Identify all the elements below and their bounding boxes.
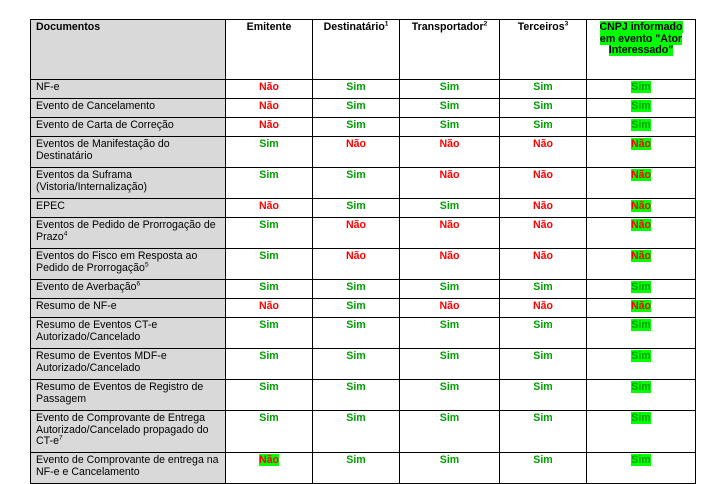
transportador-value: Sim [439, 100, 460, 112]
destinatario-cell [313, 380, 400, 411]
destinatario-value: Sim [346, 300, 366, 312]
cnpj-cell [587, 411, 696, 453]
document-name: Evento de Carta de Correção [36, 119, 174, 131]
table-body [31, 80, 696, 484]
emitente-cell [226, 218, 313, 249]
cnpj-value: Sim [631, 81, 651, 93]
terceiros-value: Sim [533, 454, 553, 466]
cnpj-value: Não [630, 200, 651, 212]
transportador-value: Sim [439, 319, 460, 331]
terceiros-cell [500, 137, 587, 168]
cnpj-value: Não [630, 219, 651, 231]
terceiros-value: Sim [533, 412, 553, 424]
cnpj-cell [587, 299, 696, 318]
table-row [31, 411, 696, 453]
document-name: Resumo de NF-e [36, 300, 117, 312]
terceiros-value: Não [532, 169, 553, 181]
permissions-table [30, 19, 696, 484]
emitente-cell [226, 318, 313, 349]
document-name: EPEC [36, 200, 65, 212]
document-name: Eventos do Fisco em Resposta ao Pedido de Prorrogação [36, 250, 198, 274]
terceiros-value: Não [532, 300, 553, 312]
emitente-value: Não [258, 454, 279, 466]
cnpj-cell [587, 280, 696, 299]
cnpj-cell [587, 199, 696, 218]
header-destinatario: Destinatário$^1$ [313, 20, 400, 80]
transportador-cell [400, 349, 500, 380]
cnpj-value: Sim [631, 100, 651, 112]
cnpj-cell [587, 118, 696, 137]
destinatario-cell [313, 118, 400, 137]
destinatario-value: Sim [346, 169, 366, 181]
transportador-cell [400, 318, 500, 349]
terceiros-value: Não [532, 219, 553, 231]
emitente-value: Sim [259, 138, 279, 150]
emitente-cell [226, 137, 313, 168]
transportador-cell [400, 118, 500, 137]
transportador-cell [400, 199, 500, 218]
header-terceiros: Terceiros$^3$ [500, 20, 587, 80]
cnpj-value: Não [630, 300, 651, 312]
emitente-cell [226, 380, 313, 411]
transportador-value: Não [439, 138, 460, 150]
terceiros-cell [500, 118, 587, 137]
terceiros-value: Não [532, 138, 553, 150]
header-emitente: Emitente [226, 20, 313, 80]
transportador-value: Não [439, 300, 460, 312]
table-row [31, 80, 696, 99]
document-name-cell [31, 411, 226, 453]
footnote-marker: 7 [58, 434, 63, 442]
terceiros-cell [500, 218, 587, 249]
document-name-cell [31, 299, 226, 318]
terceiros-value: Não [532, 250, 553, 262]
document-name: NF-e [36, 81, 60, 93]
terceiros-value: Sim [533, 281, 553, 293]
emitente-value: Sim [259, 412, 279, 424]
destinatario-cell [313, 299, 400, 318]
destinatario-cell [313, 137, 400, 168]
terceiros-value: Sim [533, 81, 553, 93]
document-name-cell [31, 349, 226, 380]
emitente-cell [226, 280, 313, 299]
transportador-cell [400, 137, 500, 168]
document-name-cell [31, 80, 226, 99]
terceiros-cell [500, 99, 587, 118]
document-name: Evento de Comprovante de Entrega Autorizado/Cancelado propagado do CT-e [36, 412, 209, 447]
destinatario-value: Sim [346, 81, 366, 93]
transportador-value: Sim [439, 412, 460, 424]
emitente-cell [226, 118, 313, 137]
document-name: Evento de Averbação [36, 281, 137, 293]
cnpj-cell [587, 80, 696, 99]
cnpj-cell [587, 349, 696, 380]
document-name-cell [31, 318, 226, 349]
destinatario-value: Sim [346, 200, 366, 212]
transportador-cell [400, 80, 500, 99]
terceiros-cell [500, 318, 587, 349]
cnpj-value: Sim [631, 281, 651, 293]
terceiros-value: Sim [533, 350, 553, 362]
table-row [31, 318, 696, 349]
transportador-value: Não [439, 250, 460, 262]
transportador-cell [400, 299, 500, 318]
table-row [31, 349, 696, 380]
document-name-cell [31, 118, 226, 137]
cnpj-value: Sim [631, 350, 651, 362]
cnpj-value: Sim [631, 412, 651, 424]
emitente-value: Sim [259, 219, 279, 231]
destinatario-value: Sim [346, 319, 366, 331]
header-row [31, 20, 696, 80]
terceiros-cell [500, 249, 587, 280]
document-name: Resumo de Eventos de Registro de Passagem [36, 381, 204, 405]
table-row [31, 280, 696, 299]
destinatario-cell [313, 218, 400, 249]
document-name: Eventos da Suframa (Vistoria/Internalização) [36, 169, 148, 193]
emitente-value: Sim [259, 381, 279, 393]
transportador-value: Sim [439, 454, 460, 466]
transportador-value: Sim [439, 281, 460, 293]
terceiros-value: Não [532, 200, 553, 212]
cnpj-cell [587, 249, 696, 280]
transportador-value: Sim [439, 350, 460, 362]
emitente-value: Não [258, 119, 279, 131]
transportador-cell [400, 411, 500, 453]
terceiros-value: Sim [533, 119, 553, 131]
document-name-cell [31, 199, 226, 218]
document-name-cell [31, 280, 226, 299]
cnpj-value: Não [630, 250, 651, 262]
document-name: Eventos de Manifestação do Destinatário [36, 138, 170, 162]
destinatario-cell [313, 80, 400, 99]
emitente-cell [226, 99, 313, 118]
terceiros-value: Sim [533, 100, 553, 112]
emitente-cell [226, 199, 313, 218]
cnpj-value: Sim [631, 119, 651, 131]
document-name: Evento de Cancelamento [36, 100, 155, 112]
document-name-cell [31, 137, 226, 168]
destinatario-value: Não [345, 138, 366, 150]
transportador-cell [400, 453, 500, 484]
document-name-cell [31, 99, 226, 118]
emitente-cell [226, 411, 313, 453]
table-row [31, 118, 696, 137]
destinatario-cell [313, 168, 400, 199]
terceiros-cell [500, 280, 587, 299]
terceiros-cell [500, 453, 587, 484]
emitente-value: Não [258, 81, 279, 93]
header-cnpj: CNPJ informado em evento "Ator Interessado" [587, 20, 696, 80]
cnpj-value: Não [630, 138, 651, 150]
cnpj-value: Sim [631, 381, 651, 393]
destinatario-value: Sim [346, 350, 366, 362]
footnote-marker: 6 [136, 280, 141, 288]
emitente-cell [226, 453, 313, 484]
terceiros-cell [500, 299, 587, 318]
table-row [31, 199, 696, 218]
cnpj-value: Sim [631, 319, 651, 331]
cnpj-value: Sim [631, 454, 651, 466]
destinatario-cell [313, 280, 400, 299]
emitente-cell [226, 168, 313, 199]
emitente-value: Sim [259, 169, 279, 181]
transportador-value: Sim [439, 81, 460, 93]
transportador-value: Não [439, 169, 460, 181]
transportador-value: Sim [439, 119, 460, 131]
cnpj-cell [587, 318, 696, 349]
destinatario-cell [313, 199, 400, 218]
cnpj-cell [587, 168, 696, 199]
document-name-cell [31, 218, 226, 249]
destinatario-value: Sim [346, 119, 366, 131]
destinatario-cell [313, 349, 400, 380]
table-row [31, 453, 696, 484]
document-name-cell [31, 249, 226, 280]
transportador-value: Não [439, 219, 460, 231]
cnpj-value: Não [630, 169, 651, 181]
terceiros-cell [500, 411, 587, 453]
document-name-cell [31, 168, 226, 199]
table-row [31, 218, 696, 249]
terceiros-cell [500, 80, 587, 99]
emitente-value: Não [258, 100, 279, 112]
transportador-value: Sim [439, 200, 460, 212]
transportador-cell [400, 99, 500, 118]
cnpj-cell [587, 380, 696, 411]
document-name-cell [31, 380, 226, 411]
destinatario-cell [313, 249, 400, 280]
transportador-cell [400, 168, 500, 199]
table-row [31, 137, 696, 168]
destinatario-value: Sim [346, 100, 366, 112]
transportador-cell [400, 280, 500, 299]
cnpj-cell [587, 99, 696, 118]
emitente-value: Sim [259, 319, 279, 331]
destinatario-value: Sim [346, 454, 366, 466]
document-name-cell [31, 453, 226, 484]
emitente-cell [226, 349, 313, 380]
document-name: Eventos de Pedido de Prorrogação de Prazo [36, 219, 216, 243]
destinatario-cell [313, 453, 400, 484]
destinatario-value: Não [345, 250, 366, 262]
terceiros-cell [500, 380, 587, 411]
emitente-cell [226, 80, 313, 99]
transportador-value: Sim [439, 381, 460, 393]
footnote-marker: 4 [63, 229, 68, 237]
document-name: Resumo de Eventos MDF-e Autorizado/Cancelado [36, 350, 167, 374]
transportador-cell [400, 249, 500, 280]
emitente-value: Sim [259, 250, 279, 262]
destinatario-value: Não [345, 219, 366, 231]
table-row [31, 299, 696, 318]
header-transportador: Transportador$^2$ [400, 20, 500, 80]
table-row [31, 249, 696, 280]
table-row [31, 168, 696, 199]
destinatario-value: Sim [346, 281, 366, 293]
header-documentos: Documentos [31, 20, 226, 80]
transportador-cell [400, 218, 500, 249]
cnpj-cell [587, 453, 696, 484]
cnpj-cell [587, 218, 696, 249]
destinatario-value: Sim [346, 381, 366, 393]
emitente-value: Não [258, 300, 279, 312]
table-row [31, 99, 696, 118]
footnote-marker: 5 [144, 260, 149, 268]
destinatario-cell [313, 99, 400, 118]
emitente-value: Sim [259, 350, 279, 362]
terceiros-cell [500, 199, 587, 218]
terceiros-value: Sim [533, 319, 553, 331]
terceiros-cell [500, 168, 587, 199]
document-name: Evento de Comprovante de entrega na NF-e e Cancelamento [36, 454, 219, 478]
destinatario-value: Sim [346, 412, 366, 424]
terceiros-cell [500, 349, 587, 380]
emitente-value: Sim [259, 281, 279, 293]
table-row [31, 380, 696, 411]
cnpj-cell [587, 137, 696, 168]
emitente-value: Não [258, 200, 279, 212]
document-name: Resumo de Eventos CT-e Autorizado/Cancelado [36, 319, 158, 343]
terceiros-value: Sim [533, 381, 553, 393]
destinatario-cell [313, 318, 400, 349]
transportador-cell [400, 380, 500, 411]
emitente-cell [226, 299, 313, 318]
emitente-cell [226, 249, 313, 280]
destinatario-cell [313, 411, 400, 453]
